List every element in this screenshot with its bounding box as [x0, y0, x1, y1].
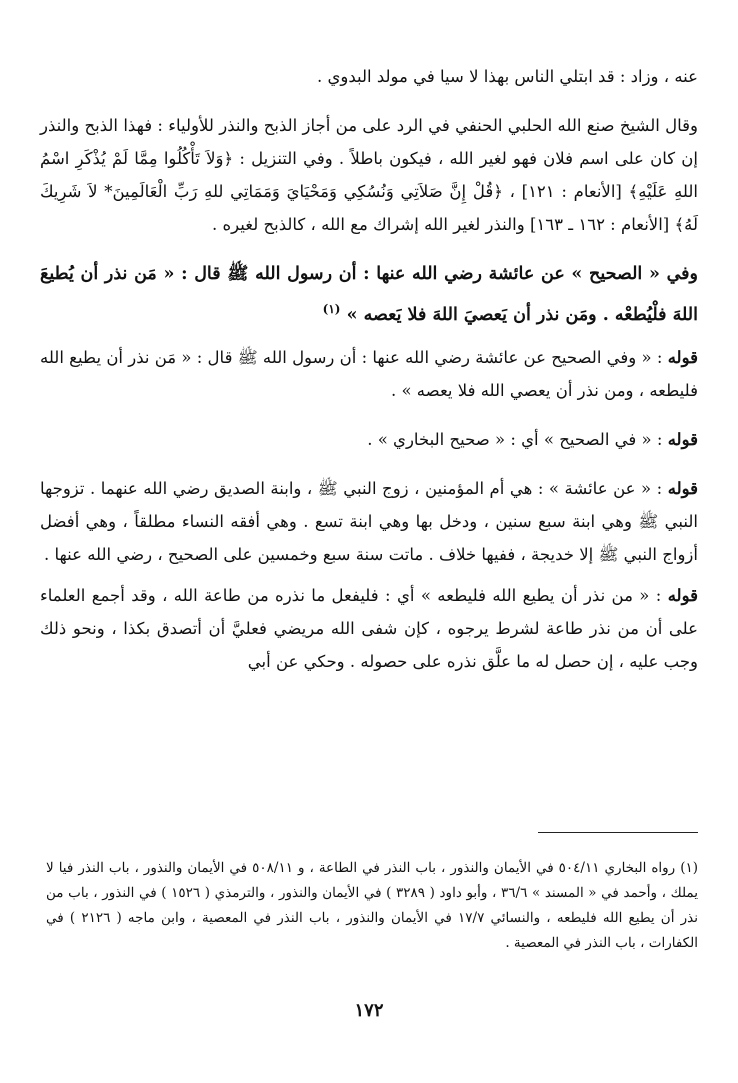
footnote-marker: (١) — [322, 302, 341, 316]
commentary-text: : « من نذر أن يطيع الله فليطعه » أي : فليفعل ما نذره من طاعة الله ، وقد أجمع العلماء على أن من نذر طاعة لشرط يرجوه ، كإن شفى الله مريضي فعليَّ أن أتصدق بكذا ، ونحو ذلك وجب عليه ، إن حصل له ما علَّق نذره على حصوله . وحكي عن أبي — [40, 585, 698, 671]
commentary-label: قوله — [667, 478, 699, 498]
commentary-4 — [40, 579, 698, 678]
commentary-label: قوله — [667, 429, 698, 449]
footnote-divider — [538, 832, 698, 833]
commentary-label: قوله — [667, 585, 698, 605]
hadith-text — [40, 257, 698, 333]
page-number: ١٧٢ — [354, 1000, 384, 1021]
commentary-label: قوله — [667, 347, 698, 367]
commentary-2 — [40, 423, 698, 456]
commentary-3 — [40, 472, 698, 571]
paragraph-sheikh-quote: وقال الشيخ صنع الله الحلبي الحنفي في الرد على من أجاز الذبح والنذر للأولياء : فهذا الذبح والنذر إن كان على اسم فلان فهو لغير الله ، فيكون باطلاً . وفي التنزيل : ﴿وَلاَ تَأْكُلُوا مِمَّا لَمْ يُذْكَرِ اسْمُ اللهِ عَلَيْهِ﴾ [الأنعام : ١٢١] ، ﴿قُلْ إِنَّ صَلاَتِي وَنُسُكِي وَمَحْيَايَ وَمَمَاتِي للهِ رَبِّ الْعَالَمِينَ* لاَ شَرِيكَ لَهُ﴾ [الأنعام : ١٦٢ ـ ١٦٣] والنذر لغير الله إشراك مع الله ، كالذبح لغيره . — [40, 116, 698, 234]
commentary-text: : « عن عائشة » : هي أم المؤمنين ، زوج النبي ﷺ ، وابنة الصديق رضي الله عنهما . تزوجها النبي ﷺ وهي ابنة سبع سنين ، ودخل بها وهي ابنة تسع . وهي أفقه النساء مطلقاً ، وهي أفضل أزواج النبي ﷺ إلا خديجة ، ففيها خلاف . ماتت سنة سبع وخمسين على الصحيح ، رضي الله عنها . — [40, 478, 698, 564]
commentary-text: : « وفي الصحيح عن عائشة رضي الله عنها : أن رسول الله ﷺ قال : « مَن نذر أن يطيع الله فليطعه ، ومن نذر أن يعصي الله فلا يعصه » . — [40, 347, 698, 400]
commentary-1 — [40, 341, 698, 407]
footnote: (١) رواه البخاري ٥٠٤/١١ في الأيمان والنذور ، باب النذر في الطاعة ، و ٥٠٨/١١ في الأيمان والنذور ، باب النذر فيا لا يملك ، وأحمد في « المسند » ٣٦/٦ ، وأبو داود ( ٣٢٨٩ ) في الأيمان والنذور ، والترمذي ( ١٥٢٦ ) في النذور ، باب من نذر أن يطيع الله فليطعه ، والنسائي ١٧/٧ في الأيمان والنذور ، باب النذر في المعصية ، وابن ماجه ( ٢١٢٦ ) في الكفارات ، باب النذر في المعصية . — [46, 860, 699, 951]
commentary-text: : « في الصحيح » أي : « صحيح البخاري » . — [367, 429, 663, 449]
page-body — [40, 60, 698, 678]
hadith-body: وفي « الصحيح » عن عائشة رضي الله عنها : أن رسول الله ﷺ قال : « مَن نذر أن يُطيعَ اللهَ فلْيُطعْه . ومَن نذر أن يَعصيَ اللهَ فلا يَعصه » — [40, 264, 698, 325]
continued-text: عنه ، وزاد : قد ابتلي الناس بهذا لا سيا في مولد البدوي . — [316, 67, 698, 86]
